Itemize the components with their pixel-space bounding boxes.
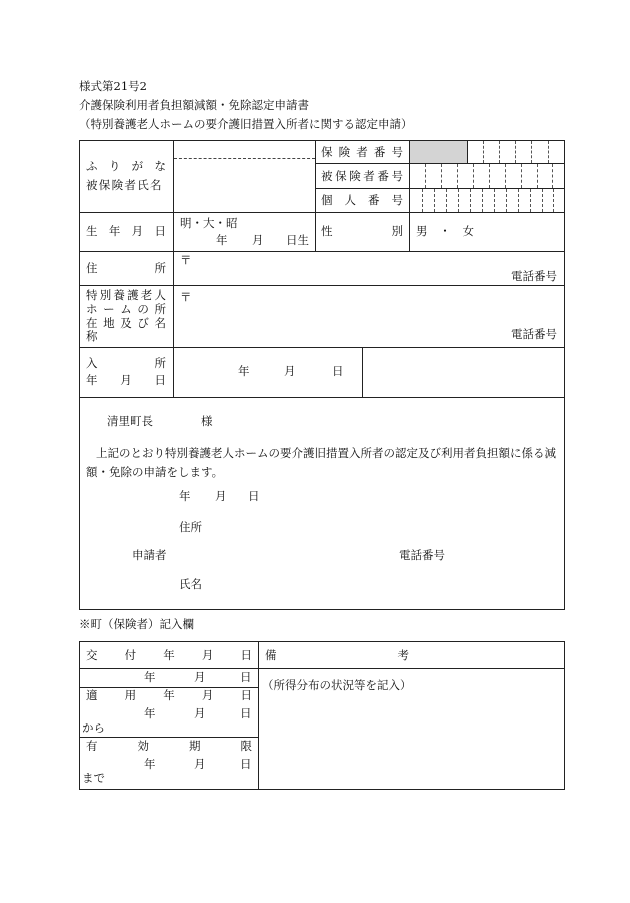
from-label: から <box>82 721 105 735</box>
issue-date-label: 交 付 年 月 日 <box>86 648 252 662</box>
applicant-phone-label: 電話番号 <box>399 548 445 562</box>
remarks-note: （所得分布の状況等を記入） <box>262 678 412 692</box>
form-title: 介護保険利用者負担額減額・免除認定申請書 <box>79 98 309 112</box>
postal-mark: 〒 <box>180 253 192 267</box>
remarks-label: 備 考 <box>265 648 409 662</box>
furigana-input[interactable] <box>175 142 313 157</box>
valid-period-label: 有 効 期 限 <box>86 739 252 753</box>
admission-date-fields[interactable]: 年 月 日 <box>238 364 344 378</box>
birth-date-label: 生 年 月 日 <box>86 224 166 238</box>
sex-label: 性 別 <box>321 224 403 238</box>
insurer-number-input[interactable] <box>468 142 563 162</box>
application-body: 上記のとおり特別養護老人ホームの要介護旧措置入所者の認定及び利用者負担額に係る減額・免除の申請をします。 <box>86 446 556 479</box>
form-number: 様式第21号2 <box>79 79 147 93</box>
form-subtitle: （特別養護老人ホームの要介護旧措置入所者に関する認定申請） <box>79 117 413 131</box>
valid-period-date-fields[interactable]: 年 月 日 <box>144 757 252 771</box>
sex-options[interactable]: 男 ・ 女 <box>416 224 474 238</box>
personal-number-input[interactable] <box>411 190 563 211</box>
address-input[interactable] <box>196 254 496 282</box>
furigana-label: ふ り が な <box>86 159 166 173</box>
personal-number-label: 個 人 番 号 <box>321 193 403 207</box>
facility-postal-mark: 〒 <box>180 290 192 304</box>
insured-number-label: 被 保 険 者 番 号 <box>321 169 403 183</box>
issue-date-fields[interactable]: 年 月 日 <box>144 670 252 684</box>
insurer-number-label: 保 険 者 番 号 <box>321 145 403 159</box>
office-section-title: ※町（保険者）記入欄 <box>79 617 194 631</box>
insured-name-input[interactable] <box>175 161 313 210</box>
applicant-label: 申請者 <box>132 548 167 562</box>
apply-date-fields[interactable]: 年 月 日 <box>144 706 252 720</box>
insured-number-input[interactable] <box>411 165 563 187</box>
until-label: まで <box>82 771 105 785</box>
addressee: 清里町長 <box>107 414 153 428</box>
insurer-number-shaded-cell <box>410 141 467 163</box>
admission-label-2: 年 月 日 <box>86 373 166 387</box>
application-date[interactable]: 年 月 日 <box>179 489 260 503</box>
facility-label: 特 別 養 護 老 人 ホ ー ム の 所 在 地 及 び 名 称 <box>86 288 166 344</box>
applicant-name-label: 氏名 <box>179 577 202 591</box>
apply-date-label: 適 用 年 月 日 <box>86 688 252 702</box>
remarks-input[interactable] <box>262 698 560 786</box>
address-phone-label: 電話番号 <box>511 269 557 283</box>
admission-label-1: 入 所 <box>86 356 166 370</box>
facility-input[interactable] <box>196 290 496 342</box>
era-options[interactable]: 明・大・昭 <box>180 216 238 230</box>
applicant-address-label: 住所 <box>179 520 202 534</box>
facility-phone-label: 電話番号 <box>511 327 557 341</box>
insured-name-label: 被保険者氏名 <box>86 178 163 192</box>
honorific: 様 <box>201 414 213 428</box>
address-label: 住 所 <box>86 261 166 275</box>
